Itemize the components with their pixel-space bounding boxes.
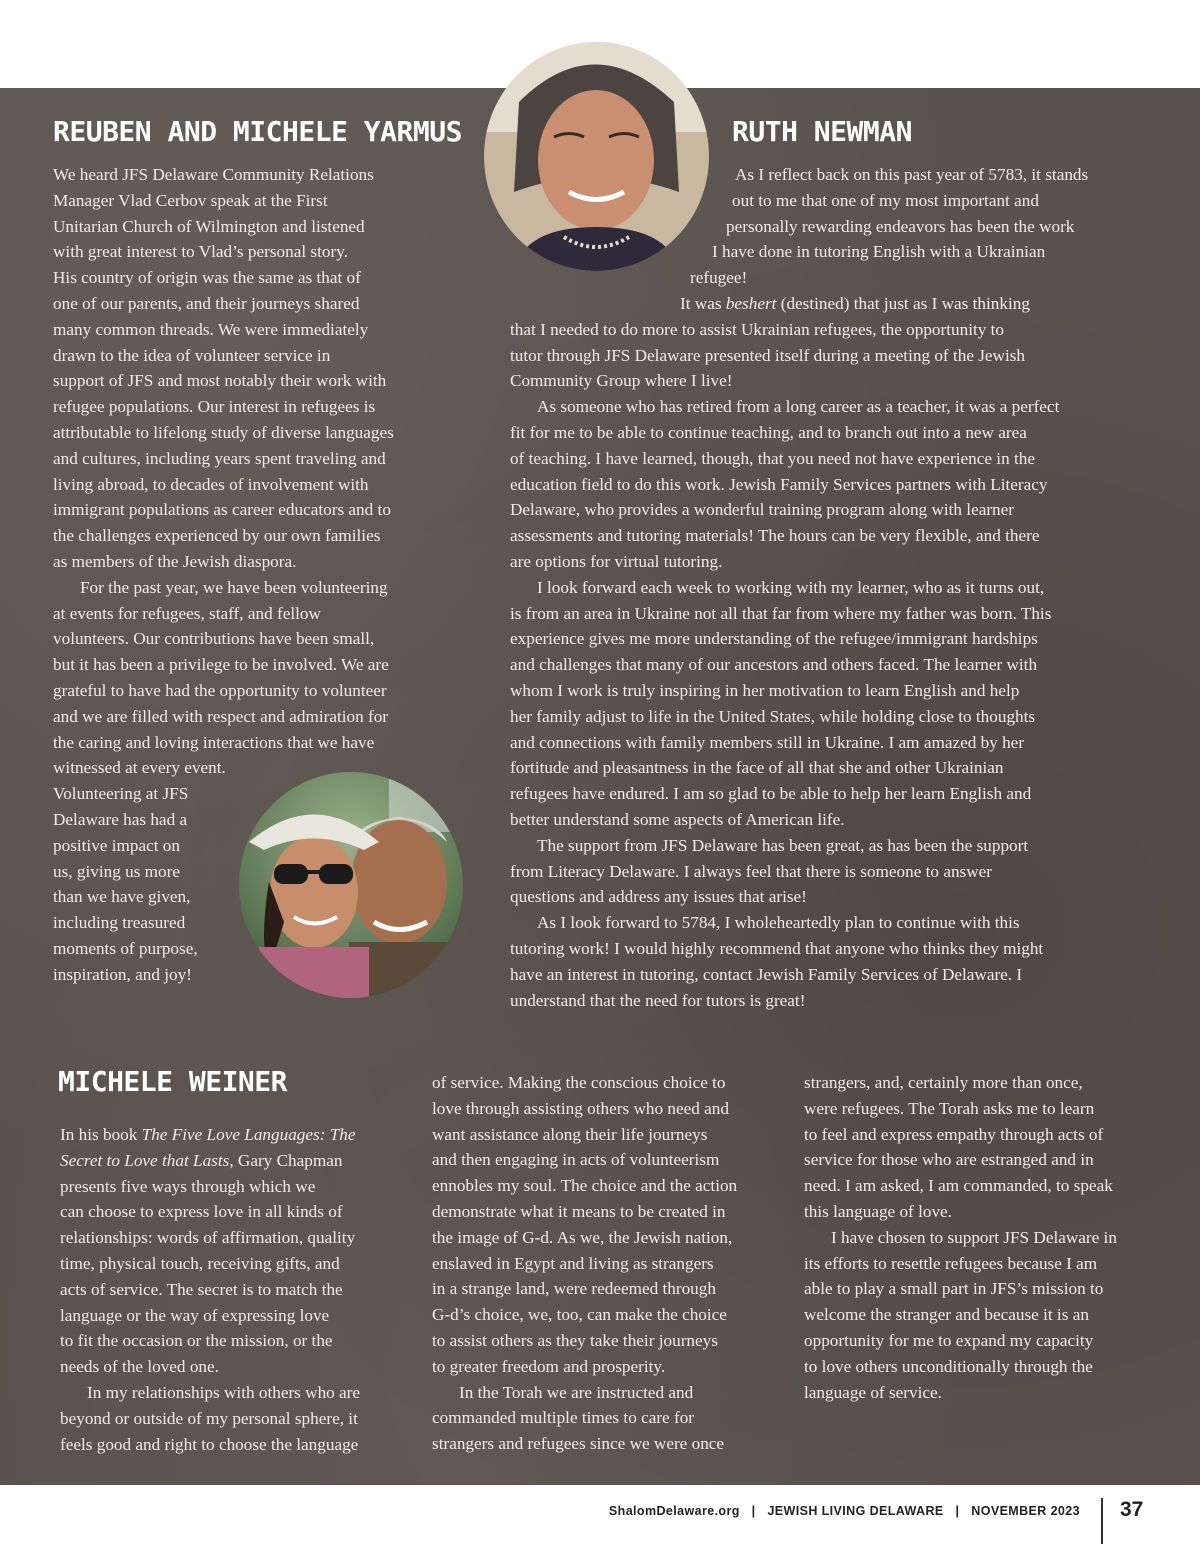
- text-line: language of service.: [804, 1382, 942, 1402]
- text-line: inspiration, and joy!: [53, 964, 192, 984]
- footer-date: NOVEMBER 2023: [971, 1504, 1080, 1518]
- text-line: to assist others as they take their journeys: [432, 1330, 718, 1350]
- page-number: 37: [1120, 1498, 1144, 1521]
- text-line: to feel and express empathy through acts of: [804, 1124, 1104, 1144]
- text-line: education field to do this work. Jewish Family Services partners with Literacy: [510, 474, 1048, 494]
- text-line: grateful to have had the opportunity to volunteer: [53, 680, 387, 700]
- text-line: time, physical touch, receiving gifts, and: [60, 1253, 340, 1273]
- text-line: to fit the occasion or the mission, or the: [60, 1331, 333, 1351]
- newman-heading: RUTH NEWMAN: [732, 115, 912, 148]
- text-line: in a strange land, were redeemed through: [432, 1279, 716, 1299]
- text-line: moments of purpose,: [53, 938, 198, 958]
- text-line: I have done in tutoring English with a Ukrainian: [712, 242, 1046, 262]
- text-line: immigrant populations as career educators and to: [53, 500, 391, 520]
- text-line: The support from JFS Delaware has been great, as has been the support: [537, 835, 1029, 855]
- text-line: and connections with family members still in Ukraine. I am amazed by her: [510, 732, 1025, 752]
- weiner-paragraph-4: [432, 1380, 787, 1457]
- text-line: tutoring work! I would highly recommend that anyone who thinks they might: [510, 938, 1044, 958]
- text-line: feels good and right to choose the language: [60, 1434, 359, 1454]
- text-line: welcome the stranger and because it is an: [804, 1305, 1089, 1325]
- weiner-p1-rest: [60, 1174, 415, 1380]
- text-line: support of JFS and most notably their work with: [53, 371, 387, 391]
- text-line: drawn to the idea of volunteer service in: [53, 345, 331, 365]
- text-line: the image of G-d. As we, the Jewish nation,: [432, 1227, 733, 1247]
- text-line: and we are filled with respect and admiration for: [53, 706, 389, 726]
- text-line: this language of love.: [804, 1201, 952, 1221]
- newman-article: [510, 162, 1155, 1013]
- text-line: witnessed at every event.: [53, 758, 226, 778]
- text-line: as members of the Jewish diaspora.: [53, 551, 297, 571]
- weiner-p1-pre: In his book: [60, 1125, 142, 1144]
- text-line: I look forward each week to working with my learner, who as it turns out,: [537, 577, 1045, 597]
- text-line: Delaware, who provides a wonderful training program along with learner: [510, 500, 1014, 520]
- newman-p2-em: beshert: [725, 293, 777, 313]
- text-line: out to me that one of my most important and: [732, 190, 1039, 210]
- text-line: us, giving us more: [53, 861, 180, 881]
- text-line: need. I am asked, I am commanded, to speak: [804, 1176, 1113, 1196]
- text-line: that I needed to do more to assist Ukrainian refugees, the opportunity to: [510, 319, 1005, 339]
- text-line: As I reflect back on this past year of 5783, it stands: [735, 165, 1089, 184]
- text-line: presents five ways through which we: [60, 1176, 316, 1196]
- text-line: opportunity for me to expand my capacity: [804, 1330, 1094, 1350]
- text-line: better understand some aspects of American life.: [510, 809, 845, 829]
- text-line: commanded multiple times to care for: [432, 1408, 695, 1428]
- text-line: understand that the need for tutors is great!: [510, 990, 806, 1010]
- footer-text: [609, 1504, 1080, 1518]
- text-line: of service. Making the conscious choice to: [432, 1073, 726, 1092]
- newman-paragraph-4: [510, 575, 1155, 833]
- weiner-paragraph-1: [60, 1122, 415, 1380]
- text-line: but it has been a privilege to be involved. We are: [53, 655, 389, 675]
- text-line: to greater freedom and prosperity.: [432, 1356, 666, 1376]
- text-line: whom I work is truly inspiring in her motivation to learn English and help: [510, 680, 1020, 700]
- newman-paragraph-5: [510, 833, 1155, 910]
- text-line: acts of service. The secret is to match the: [60, 1279, 343, 1299]
- text-line: refugee!: [690, 268, 748, 288]
- newman-p2-pre: It was: [680, 293, 726, 313]
- text-line: Manager Vlad Cerbov speak at the First: [53, 190, 328, 210]
- yarmus-paragraph-2: [53, 575, 453, 781]
- text-line: from Literacy Delaware. I always feel that there is someone to answer: [510, 861, 992, 881]
- text-line: and then engaging in acts of volunteerism: [432, 1150, 720, 1170]
- text-line: fit for me to be able to continue teaching, and to branch out into a new area: [510, 422, 1027, 442]
- text-line: We heard JFS Delaware Community Relations: [53, 165, 374, 184]
- weiner-book-title-2: Secret to Love that Lasts: [60, 1150, 230, 1170]
- text-line: As I look forward to 5784, I wholeheartedly plan to continue with this: [537, 913, 1020, 933]
- newman-paragraph-6: [510, 910, 1155, 1013]
- yarmus-heading: REUBEN AND MICHELE YARMUS: [53, 115, 462, 148]
- weiner-column-3: [804, 1070, 1159, 1405]
- text-line: living abroad, to decades of involvement with: [53, 474, 369, 494]
- footer-separator-2: |: [955, 1504, 960, 1518]
- weiner-paragraph-2: [60, 1380, 415, 1457]
- weiner-book-title-1: The Five Love Languages: The: [141, 1125, 356, 1144]
- text-line: can choose to express love in all kinds of: [60, 1202, 343, 1222]
- text-line: Volunteering at JFS: [53, 784, 189, 804]
- text-line: the challenges experienced by our own families: [53, 526, 381, 546]
- text-line: and cultures, including years spent traveling and: [53, 448, 386, 468]
- text-line: refugees have endured. I am so glad to be able to help her learn English and: [510, 784, 1032, 804]
- text-line: assessments and tutoring materials! The hours can be very flexible, and there: [510, 526, 1040, 546]
- yarmus-paragraph-1: [53, 162, 453, 575]
- weiner-paragraph-6: [804, 1225, 1159, 1406]
- text-line: language or the way of expressing love: [60, 1305, 330, 1325]
- text-line: able to play a small part in JFS’s mission to: [804, 1279, 1104, 1299]
- text-line: many common threads. We were immediately: [53, 319, 369, 339]
- text-line: enslaved in Egypt and living as strangers: [432, 1253, 714, 1273]
- text-line: experience gives me more understanding of the refugee/immigrant hardships: [510, 629, 1038, 649]
- text-line: positive impact on: [53, 835, 180, 855]
- text-line: personally rewarding endeavors has been the work: [726, 216, 1075, 236]
- text-line: G-d’s choice, we, too, can make the choice: [432, 1305, 727, 1325]
- text-line: volunteers. Our contributions have been small,: [53, 629, 375, 649]
- newman-paragraph-2: [510, 291, 1155, 394]
- text-line: service for those who are estranged and in: [804, 1150, 1094, 1170]
- text-line: strangers and refugees since we were once: [432, 1434, 725, 1454]
- text-line: including treasured: [53, 913, 186, 933]
- text-line: its efforts to resettle refugees because I am: [804, 1253, 1098, 1273]
- text-line: I have chosen to support JFS Delaware in: [831, 1227, 1117, 1247]
- footer-publication: JEWISH LIVING DELAWARE: [767, 1504, 944, 1518]
- text-line: are options for virtual tutoring.: [510, 551, 723, 571]
- weiner-paragraph-5: [804, 1070, 1159, 1225]
- text-line: have an interest in tutoring, contact Jewish Family Services of Delaware. I: [510, 964, 1023, 984]
- text-line: than we have given,: [53, 887, 191, 907]
- text-line: beyond or outside of my personal sphere, it: [60, 1408, 358, 1428]
- text-line: His country of origin was the same as that of: [53, 268, 361, 288]
- text-line: demonstrate what it means to be created in: [432, 1201, 726, 1221]
- text-line: tutor through JFS Delaware presented itself during a meeting of the Jewish: [510, 345, 1026, 365]
- text-line: As someone who has retired from a long career as a teacher, it was a perfect: [537, 397, 1060, 417]
- footer-separator-1: |: [751, 1504, 756, 1518]
- weiner-p1-post: , Gary Chapman: [229, 1150, 343, 1170]
- text-line: to love others unconditionally through the: [804, 1356, 1093, 1376]
- footer-divider: [1101, 1498, 1103, 1544]
- newman-paragraph-1: [510, 162, 1155, 291]
- text-line: questions and address any issues that arise!: [510, 887, 807, 907]
- weiner-heading: MICHELE WEINER: [58, 1065, 288, 1098]
- newman-paragraph-3: [510, 394, 1155, 575]
- text-line: ennobles my soul. The choice and the action: [432, 1176, 738, 1196]
- text-line: needs of the loved one.: [60, 1357, 219, 1377]
- text-line: relationships: words of affirmation, quality: [60, 1228, 356, 1248]
- text-line: and challenges that many of our ancestors and others faced. The learner with: [510, 655, 1038, 675]
- text-line: For the past year, we have been volunteering: [80, 577, 388, 597]
- newman-p2-post: (destined) that just as I was thinking: [776, 293, 1030, 313]
- text-line: refugee populations. Our interest in refugees is: [53, 397, 376, 417]
- text-line: In my relationships with others who are: [87, 1382, 361, 1402]
- text-line: love through assisting others who need and: [432, 1098, 729, 1118]
- text-line: fortitude and pleasantness in the face of all that she and other Ukrainian: [510, 758, 1004, 778]
- text-line: attributable to lifelong study of diverse languages: [53, 422, 394, 442]
- text-line: one of our parents, and their journeys shared: [53, 293, 360, 313]
- text-line: of teaching. I have learned, though, that you need not have experience in the: [510, 448, 1035, 468]
- weiner-paragraph-3: [432, 1070, 787, 1380]
- text-line: Delaware has had a: [53, 809, 188, 829]
- text-line: the caring and loving interactions that we have: [53, 732, 375, 752]
- text-line: at events for refugees, staff, and fellow: [53, 603, 321, 623]
- page-footer: [0, 1498, 1200, 1558]
- text-line: want assistance along their life journeys: [432, 1124, 708, 1144]
- yarmus-couple-photo: [239, 772, 463, 998]
- weiner-column-1: [60, 1122, 415, 1457]
- weiner-column-2: [432, 1070, 787, 1457]
- text-line: with great interest to Vlad’s personal story.: [53, 242, 348, 262]
- text-line: Unitarian Church of Wilmington and listened: [53, 216, 365, 236]
- text-line: Community Group where I live!: [510, 371, 733, 391]
- text-line: In the Torah we are instructed and: [459, 1382, 694, 1402]
- text-line: is from an area in Ukraine not all that far from where my father was born. This: [510, 603, 1052, 623]
- newman-p2-rest: [510, 317, 1155, 394]
- text-line: were refugees. The Torah asks me to learn: [804, 1098, 1095, 1118]
- text-line: her family adjust to life in the United States, while holding close to thoughts: [510, 706, 1036, 726]
- footer-site: ShalomDelaware.org: [608, 1504, 740, 1518]
- text-line: strangers, and, certainly more than once,: [804, 1073, 1083, 1092]
